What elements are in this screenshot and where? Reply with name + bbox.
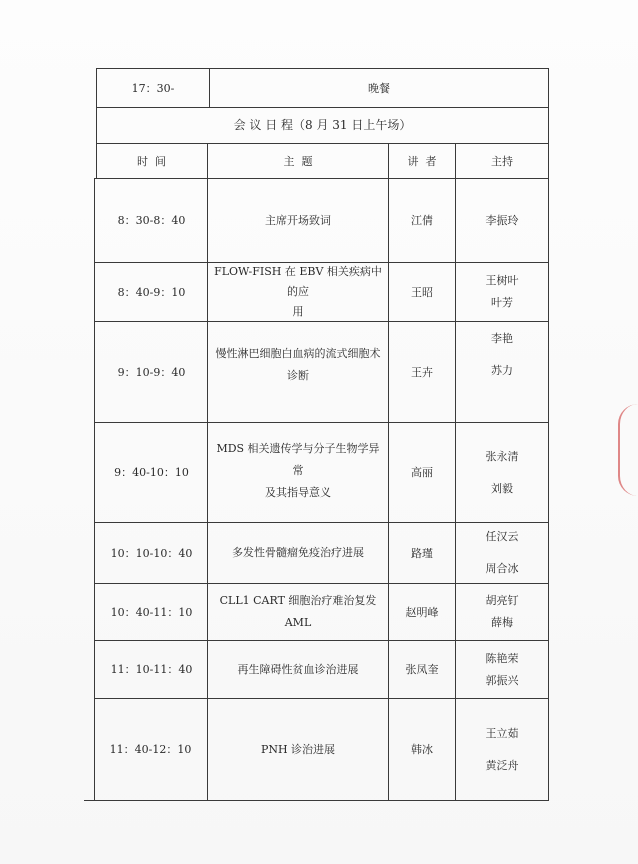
schedule-time: 8：30-8：40 bbox=[117, 214, 186, 227]
host-name: 任汉云 bbox=[485, 530, 519, 543]
topic-line: 慢性淋巴细胞白血病的流式细胞术 bbox=[215, 347, 381, 360]
topic-line: 用 bbox=[292, 305, 304, 318]
host-name: 李振玲 bbox=[485, 213, 519, 227]
topic-line: MDS 相关遗传学与分子生物学异常 bbox=[216, 441, 380, 477]
schedule-topic bbox=[208, 699, 388, 800]
schedule-time: 9：10-9：40 bbox=[117, 365, 186, 379]
host-name: 周合冰 bbox=[485, 562, 519, 575]
topic-line: CLL1 CART 细胞治疗难治复发 AML bbox=[219, 594, 377, 629]
schedule-topic bbox=[208, 523, 388, 583]
schedule-topic bbox=[208, 263, 388, 321]
schedule-host bbox=[456, 699, 548, 800]
host-name: 叶芳 bbox=[491, 296, 513, 309]
host-name: 薛梅 bbox=[491, 616, 513, 629]
header-host: 主持 bbox=[491, 154, 513, 168]
schedule-host bbox=[456, 263, 548, 321]
schedule-topic bbox=[208, 641, 388, 698]
topic-line: 再生障碍性贫血诊治进展 bbox=[237, 662, 359, 676]
topic-line: FLOW-FISH 在 EBV 相关疾病中的应 bbox=[214, 265, 382, 298]
header-speaker: 讲 者 bbox=[407, 154, 437, 168]
schedule-host bbox=[456, 179, 548, 262]
schedule-time: 10：40-11：10 bbox=[110, 605, 193, 619]
host-name: 胡亮钉 bbox=[485, 594, 519, 607]
host-name: 李艳 bbox=[491, 332, 513, 345]
schedule-host bbox=[456, 523, 548, 583]
schedule-topic bbox=[208, 179, 388, 262]
table-border-bottom bbox=[84, 800, 549, 801]
schedule-time: 11：10-11：40 bbox=[110, 663, 193, 676]
schedule-host bbox=[456, 641, 548, 698]
host-name: 王立茹 bbox=[485, 726, 519, 740]
schedule-time: 10：10-10：40 bbox=[110, 546, 193, 560]
dinner-time-cell: 17：30- bbox=[131, 81, 175, 95]
schedule-host bbox=[456, 322, 548, 388]
host-name: 刘毅 bbox=[491, 481, 513, 495]
host-name: 王树叶 bbox=[485, 274, 519, 287]
schedule-speaker: 高丽 bbox=[411, 466, 433, 479]
schedule-speaker: 赵明峰 bbox=[405, 605, 439, 619]
schedule-time: 8：40-9：10 bbox=[117, 285, 186, 299]
topic-line: 诊断 bbox=[287, 369, 309, 382]
schedule-speaker: 路瑾 bbox=[411, 546, 433, 560]
topic-line: PNH 诊治进展 bbox=[260, 742, 336, 756]
schedule-speaker: 王卉 bbox=[411, 365, 433, 379]
header-time: 时 间 bbox=[137, 154, 166, 168]
schedule-host bbox=[456, 423, 548, 522]
schedule-speaker: 韩冰 bbox=[411, 743, 433, 756]
red-seal-mark bbox=[618, 404, 638, 496]
schedule-time: 11：40-12：10 bbox=[109, 743, 192, 756]
header-topic: 主 题 bbox=[283, 154, 313, 168]
host-name: 陈艳荣 bbox=[485, 651, 519, 665]
schedule-speaker: 王昭 bbox=[411, 285, 433, 299]
host-name: 郭振兴 bbox=[485, 673, 519, 687]
schedule-topic bbox=[208, 322, 388, 422]
schedule-time: 9：40-10：10 bbox=[114, 466, 189, 479]
topic-line: 多发性骨髓瘤免疫治疗进展 bbox=[232, 546, 364, 559]
dinner-topic-cell: 晚餐 bbox=[368, 81, 390, 95]
schedule-topic bbox=[208, 423, 388, 522]
host-name: 苏力 bbox=[491, 364, 513, 377]
topic-line: 及其指导意义 bbox=[265, 485, 331, 499]
schedule-speaker: 张凤奎 bbox=[405, 663, 439, 676]
section-heading: 会 议 日 程（8 月 31 日上午场） bbox=[233, 118, 412, 132]
topic-line: 主席开场致词 bbox=[265, 213, 331, 227]
schedule-host bbox=[456, 584, 548, 640]
schedule-topic bbox=[208, 584, 388, 640]
schedule-speaker: 江倩 bbox=[411, 214, 433, 227]
host-name: 张永清 bbox=[485, 449, 519, 463]
host-name: 黄泛舟 bbox=[485, 758, 519, 772]
